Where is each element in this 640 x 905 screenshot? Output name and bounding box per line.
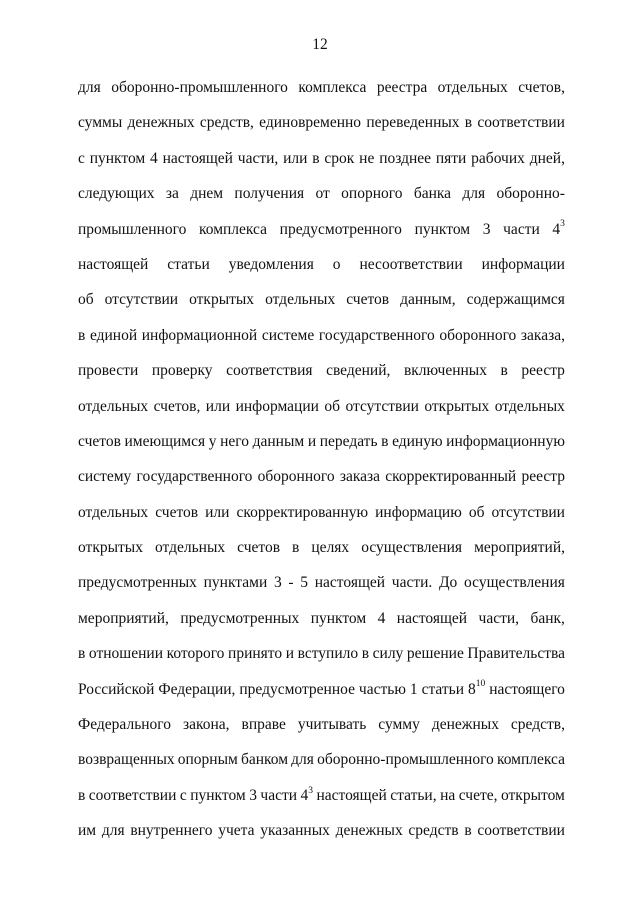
word: мероприятий, [78, 609, 169, 627]
word: Российской [78, 680, 155, 698]
word: единой [89, 326, 138, 344]
word: возвращенных [78, 751, 175, 769]
word: об [78, 291, 94, 309]
text-line [78, 601, 565, 636]
word: им [78, 822, 97, 840]
word: отсутствии [345, 397, 419, 415]
word: заказа, [520, 326, 565, 344]
word: Федерального [78, 716, 172, 734]
word: открытых [78, 539, 143, 557]
word: осуществления [361, 539, 463, 557]
word: части, [237, 149, 279, 167]
word: у [208, 432, 217, 450]
word: в [292, 539, 300, 557]
word: государственного [318, 326, 435, 344]
word: реестр [521, 362, 565, 380]
text-line [78, 672, 565, 707]
word: предусмотренных [78, 574, 197, 592]
word: об [468, 503, 485, 521]
word: денежных [127, 114, 195, 132]
word: или [205, 397, 231, 415]
word: настоящей [162, 149, 233, 167]
word: него [220, 432, 249, 450]
word: несоответствии [359, 255, 463, 273]
word: или [283, 149, 308, 167]
word: от [315, 185, 330, 203]
text-line [78, 353, 565, 388]
text-line [78, 141, 565, 176]
word: содержащимся [466, 291, 565, 309]
word: системе [261, 326, 315, 344]
word: за [165, 185, 179, 203]
text-line [78, 176, 565, 211]
word: денежных [335, 822, 403, 840]
word: соответствии [477, 114, 565, 132]
word: банком [240, 751, 289, 769]
word: статьи [421, 680, 465, 698]
text-line [78, 459, 565, 494]
word: пунктом [414, 220, 471, 238]
word: средств, [199, 114, 254, 132]
text-line [78, 389, 565, 424]
word: отдельных [78, 397, 149, 415]
page-number: 12 [312, 36, 328, 53]
text-line [78, 212, 565, 247]
word: части. [391, 574, 433, 592]
word: об [324, 397, 341, 415]
word: в [78, 326, 86, 344]
word: скорректированную [236, 503, 369, 521]
word: мероприятий, [474, 539, 565, 557]
word: отдельных [265, 291, 336, 309]
word: позднее [379, 149, 432, 167]
word: комплекса [496, 751, 565, 769]
word: настоящей [314, 574, 386, 592]
word: информации [235, 397, 319, 415]
word: части [503, 220, 540, 238]
word: в [78, 645, 86, 663]
word: имеющимся [124, 432, 206, 450]
word: банка [413, 185, 452, 203]
word: следующих [78, 185, 155, 203]
word: $8^{10}$ [467, 679, 486, 698]
word: рабочих [471, 149, 525, 167]
word: счетов, [153, 397, 201, 415]
word: в [500, 362, 508, 380]
word: счете, [458, 786, 498, 804]
word: принято [228, 645, 283, 663]
word: закона, [183, 716, 230, 734]
word: соответствии [477, 822, 565, 840]
word: 3 [273, 574, 282, 592]
text-line [78, 424, 565, 459]
text-line [78, 565, 565, 600]
word: государственного [136, 468, 253, 486]
word: - [288, 574, 294, 592]
body-text [78, 70, 565, 849]
word: статьи [167, 255, 210, 273]
text-line [78, 282, 565, 317]
word: 4 [150, 149, 158, 167]
word: и [307, 432, 317, 450]
word: в [464, 114, 473, 132]
word: для [101, 822, 125, 840]
word: силу [372, 645, 404, 663]
word: суммы [78, 114, 123, 132]
word: части, [478, 609, 520, 627]
word: пунктом [310, 609, 367, 627]
word: и [285, 645, 295, 663]
word: осуществления [464, 574, 565, 592]
word: уведомления [228, 255, 314, 273]
word: оборонно-промышленного [111, 79, 288, 96]
word: счетов [346, 291, 390, 309]
word: 3 [249, 786, 257, 804]
word: Федерации, [158, 680, 236, 698]
word: переведенных [366, 114, 460, 132]
word: опорным [177, 751, 238, 769]
word: настоящей [316, 786, 387, 804]
word: оборонно- [496, 185, 565, 203]
word: решение [406, 645, 464, 663]
word: единую [392, 432, 443, 450]
text-line [78, 247, 565, 282]
word: для [291, 751, 314, 769]
word: в [361, 645, 370, 663]
word: о [332, 255, 341, 273]
word: оборонного [257, 468, 335, 486]
word: скорректированный [385, 468, 517, 486]
word: предусмотренного [279, 220, 402, 238]
word: днем [190, 185, 224, 203]
word: пяти [435, 149, 467, 167]
word: 4 [377, 609, 386, 627]
word: заказа [339, 468, 381, 486]
word: учета [218, 822, 255, 840]
word: информации [481, 255, 565, 273]
word: 3 [482, 220, 491, 238]
word: информационной [141, 326, 258, 344]
word: открытых [424, 397, 490, 415]
text-line [78, 636, 565, 671]
word: открытых [189, 291, 255, 309]
word: Правительства [467, 645, 565, 663]
word: пунктом [89, 149, 146, 167]
word: не [359, 149, 375, 167]
word: вправе [241, 716, 286, 734]
word: настоящей [78, 255, 149, 273]
word: предусмотренных [180, 609, 300, 627]
word: отдельных [437, 79, 508, 96]
word: с [78, 149, 85, 167]
word: банк, [530, 609, 565, 627]
text-line [78, 70, 565, 105]
word: единовременно [259, 114, 362, 132]
word: опорного [341, 185, 403, 203]
word: настоящей [396, 609, 468, 627]
text-line [78, 495, 565, 530]
word: промышленного [78, 220, 187, 238]
word: соответствии [88, 786, 177, 804]
word: отдельных [78, 503, 149, 521]
word: пунктом [190, 786, 246, 804]
word: для [78, 79, 101, 96]
word: систему [78, 468, 132, 486]
word: отдельных [154, 539, 226, 557]
word: которого [166, 645, 225, 663]
word: До [438, 574, 458, 592]
word: вступило [297, 645, 359, 663]
text-line [78, 707, 565, 742]
text-line [78, 778, 565, 813]
word: проверку [151, 362, 213, 380]
word: $4^3$ [552, 219, 565, 238]
word: денежных [431, 716, 499, 734]
word: сумму [378, 716, 420, 734]
word: $4^3$ [300, 785, 313, 804]
word: учитывать [297, 716, 367, 734]
word: с [179, 786, 187, 804]
word: в [78, 786, 86, 804]
text-line [78, 813, 565, 848]
text-line [78, 530, 565, 565]
word: срок [324, 149, 355, 167]
text-line [78, 318, 565, 353]
word: дней, [529, 149, 565, 167]
word: или [205, 503, 230, 521]
word: в [464, 822, 472, 840]
superscript: 10 [475, 679, 486, 690]
word: средств [408, 822, 459, 840]
text-line [78, 105, 565, 140]
word: оборонно-промышленного [317, 751, 494, 769]
word: отдельных [494, 397, 565, 415]
word: комплекса [199, 220, 268, 238]
word: отсутствии [491, 503, 565, 521]
word: частью [358, 680, 406, 698]
word: пунктами [203, 574, 268, 592]
word: сведений, [326, 362, 391, 380]
word: провести [78, 362, 139, 380]
word: открытом [500, 786, 565, 804]
word: передать [319, 432, 378, 450]
word: реестр [521, 468, 565, 486]
word: для [462, 185, 486, 203]
word: счетов, [518, 79, 565, 96]
word: внутреннего [130, 822, 213, 840]
word: в [312, 149, 320, 167]
word: статьи, [390, 786, 437, 804]
word: 5 [300, 574, 309, 592]
word: предусмотренное [239, 680, 355, 698]
superscript: 3 [308, 785, 313, 796]
word: данным [252, 432, 305, 450]
word: данным, [400, 291, 456, 309]
word: 1 [409, 680, 418, 698]
word: включенных [403, 362, 487, 380]
word: счетов [155, 503, 199, 521]
word: средств, [510, 716, 565, 734]
word: счетов [237, 539, 281, 557]
word: части [260, 786, 298, 804]
text-line [78, 742, 565, 777]
word: указанных [260, 822, 330, 840]
word: соответствия [226, 362, 313, 380]
word: информационную [446, 432, 565, 450]
superscript: 3 [560, 219, 565, 230]
word: целях [311, 539, 350, 557]
word: отсутствии [104, 291, 179, 309]
word: счетов [78, 432, 121, 450]
word: на [440, 786, 456, 804]
word: оборонного [439, 326, 517, 344]
word: в [381, 432, 389, 450]
word: информацию [375, 503, 462, 521]
word: получения [234, 185, 305, 203]
word: отношении [88, 645, 163, 663]
word: комплекса [298, 79, 367, 96]
word: настоящего [489, 680, 565, 698]
word: реестра [376, 79, 428, 96]
